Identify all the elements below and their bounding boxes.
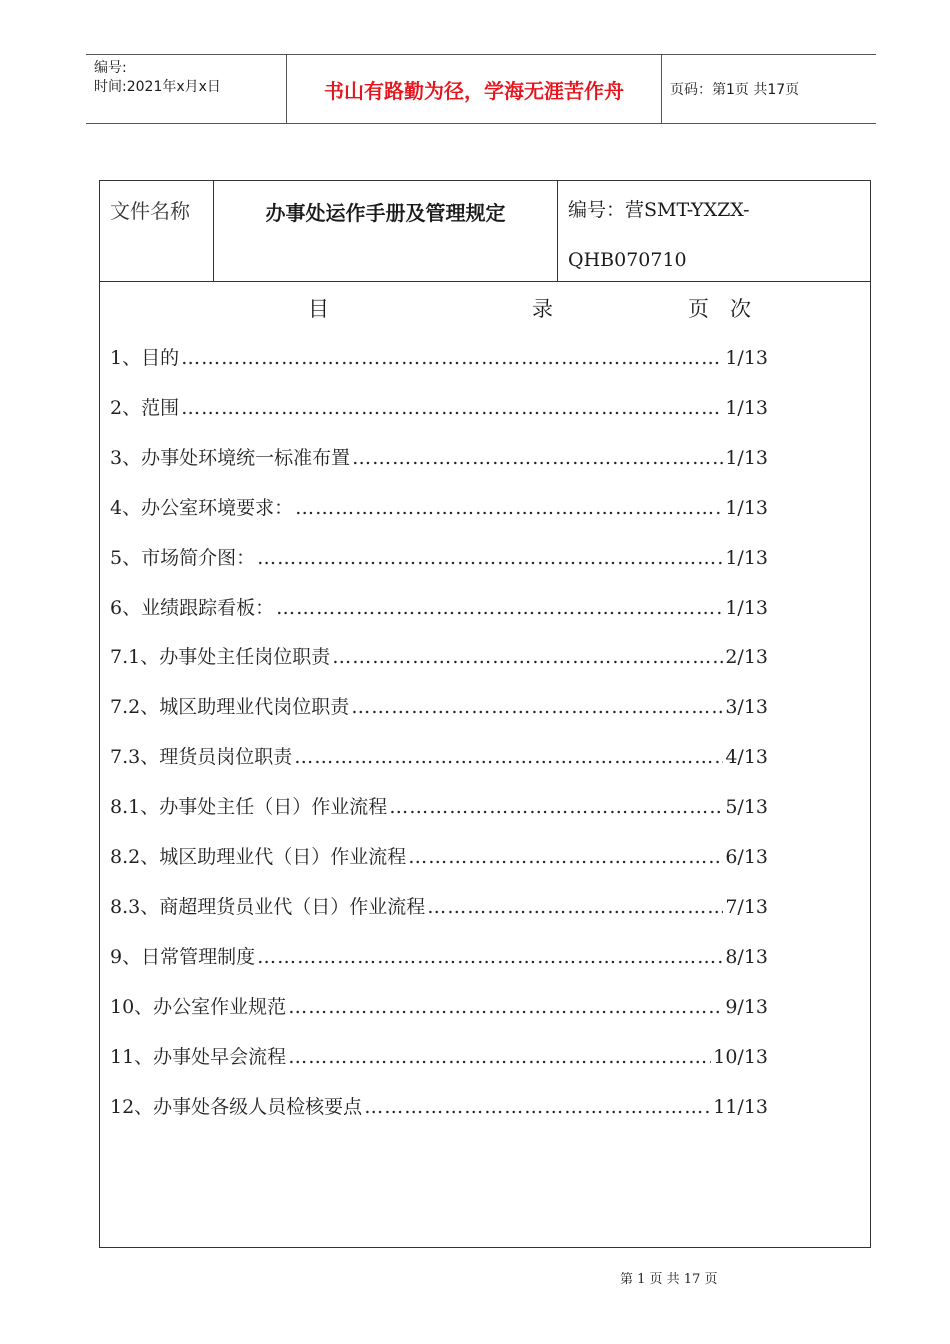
document-title: 办事处运作手册及管理规定 (214, 181, 558, 281)
toc-item-leader-dots (332, 646, 723, 668)
toc-item-leader-dots (294, 746, 723, 768)
toc-item-label: 12、办事处各级人员检核要点 (110, 1095, 363, 1118)
toc-item-label: 11、办事处早会流程 (110, 1045, 287, 1068)
toc-item-page: 1/13 (725, 446, 768, 469)
document-code (558, 181, 870, 281)
toc-item[interactable] (110, 1042, 768, 1072)
toc-item-label: 2、范围 (110, 396, 180, 419)
toc-item-page: 4/13 (725, 746, 768, 769)
toc-item-label: 9、日常管理制度 (110, 945, 256, 968)
page-footer: 第 1 页 共 17 页 (620, 1272, 718, 1287)
toc-item-leader-dots (181, 397, 723, 419)
toc-item-page: 3/13 (725, 696, 768, 719)
document-table (99, 180, 871, 1248)
page-header (86, 54, 876, 124)
document-code-line2: QHB070710 (568, 249, 687, 271)
toc-item[interactable] (110, 1092, 768, 1122)
toc-item-label: 10、办公室作业规范 (110, 995, 287, 1018)
header-time-label: 时间:2021年x月x日 (94, 79, 221, 95)
toc-item-page: 2/13 (725, 646, 768, 669)
toc-item-page: 1/13 (725, 396, 768, 419)
toc-item-label: 7.3、理货员岗位职责 (110, 746, 293, 769)
toc-item[interactable] (110, 842, 768, 872)
toc-item-page: 1/13 (725, 496, 768, 519)
header-code-label: 编号: (94, 60, 127, 76)
toc-item-leader-dots (257, 946, 723, 968)
toc-item-label: 7.2、城区助理业代岗位职责 (110, 696, 350, 719)
toc-item-leader-dots (288, 996, 723, 1018)
toc-item[interactable] (110, 942, 768, 972)
toc-item-label: 8.3、商超理货员业代（日）作业流程 (110, 895, 426, 918)
toc-item-leader-dots (257, 547, 723, 569)
header-slogan: 书山有路勤为径，学海无涯苦作舟 (286, 55, 662, 123)
toc-item[interactable] (110, 343, 768, 373)
toc-item-page: 9/13 (725, 995, 768, 1018)
toc-item-leader-dots (288, 1046, 711, 1068)
toc-item-page: 8/13 (725, 945, 768, 968)
toc-item-label: 6、业绩跟踪看板： (110, 596, 275, 619)
toc-item-leader-dots (408, 846, 723, 868)
toc-item-leader-dots (276, 597, 723, 619)
toc-item-leader-dots (295, 497, 723, 519)
toc-item-page: 1/13 (725, 546, 768, 569)
toc-item-leader-dots (389, 796, 723, 818)
toc-item-page: 7/13 (725, 895, 768, 918)
toc-item[interactable] (110, 992, 768, 1022)
toc-item-page: 6/13 (725, 846, 768, 868)
document-code-line1: 编号：营SMT-YXZX- (568, 199, 750, 221)
toc-item[interactable] (110, 892, 768, 922)
toc-item-page: 5/13 (725, 796, 768, 819)
toc-item-label: 8.1、办事处主任（日）作业流程 (110, 796, 388, 819)
toc-item-label: 4、办公室环境要求： (110, 496, 294, 519)
toc-item-leader-dots (352, 447, 723, 469)
toc-heading-mu: 目 (308, 297, 329, 321)
header-page-info: 页码：第1页 共17页 (670, 82, 800, 98)
toc-item[interactable] (110, 393, 768, 423)
document-info-row (100, 181, 870, 282)
toc-item[interactable] (110, 692, 768, 722)
toc-heading-lu: 录 (532, 297, 553, 321)
toc-item[interactable] (110, 792, 768, 822)
toc-item-leader-dots (181, 347, 723, 369)
file-name-label: 文件名称 (100, 181, 214, 281)
toc-item[interactable] (110, 543, 768, 573)
toc-item-label: 5、市场简介图： (110, 546, 256, 569)
toc-item-page: 11/13 (713, 1095, 768, 1118)
toc-item[interactable] (110, 493, 768, 523)
toc-item-label: 3、办事处环境统一标准布置 (110, 446, 351, 469)
toc-item-label: 8.2、城区助理业代（日）作业流程 (110, 846, 407, 868)
toc-item[interactable] (110, 593, 768, 623)
toc-item-page: 10/13 (713, 1045, 768, 1068)
toc-item[interactable] (110, 642, 768, 672)
toc-item-page: 1/13 (725, 596, 768, 619)
toc-item-leader-dots (364, 1096, 711, 1118)
header-meta (86, 55, 286, 123)
toc-item[interactable] (110, 443, 768, 473)
toc-item-leader-dots (351, 696, 723, 718)
toc-item-label: 7.1、办事处主任岗位职责 (110, 646, 331, 669)
toc-item[interactable] (110, 742, 768, 772)
toc-item-page: 1/13 (725, 347, 768, 369)
toc-heading-page: 页 次 (688, 297, 751, 321)
toc-item-leader-dots (427, 896, 723, 918)
toc-item-label: 1、目的 (110, 347, 180, 369)
